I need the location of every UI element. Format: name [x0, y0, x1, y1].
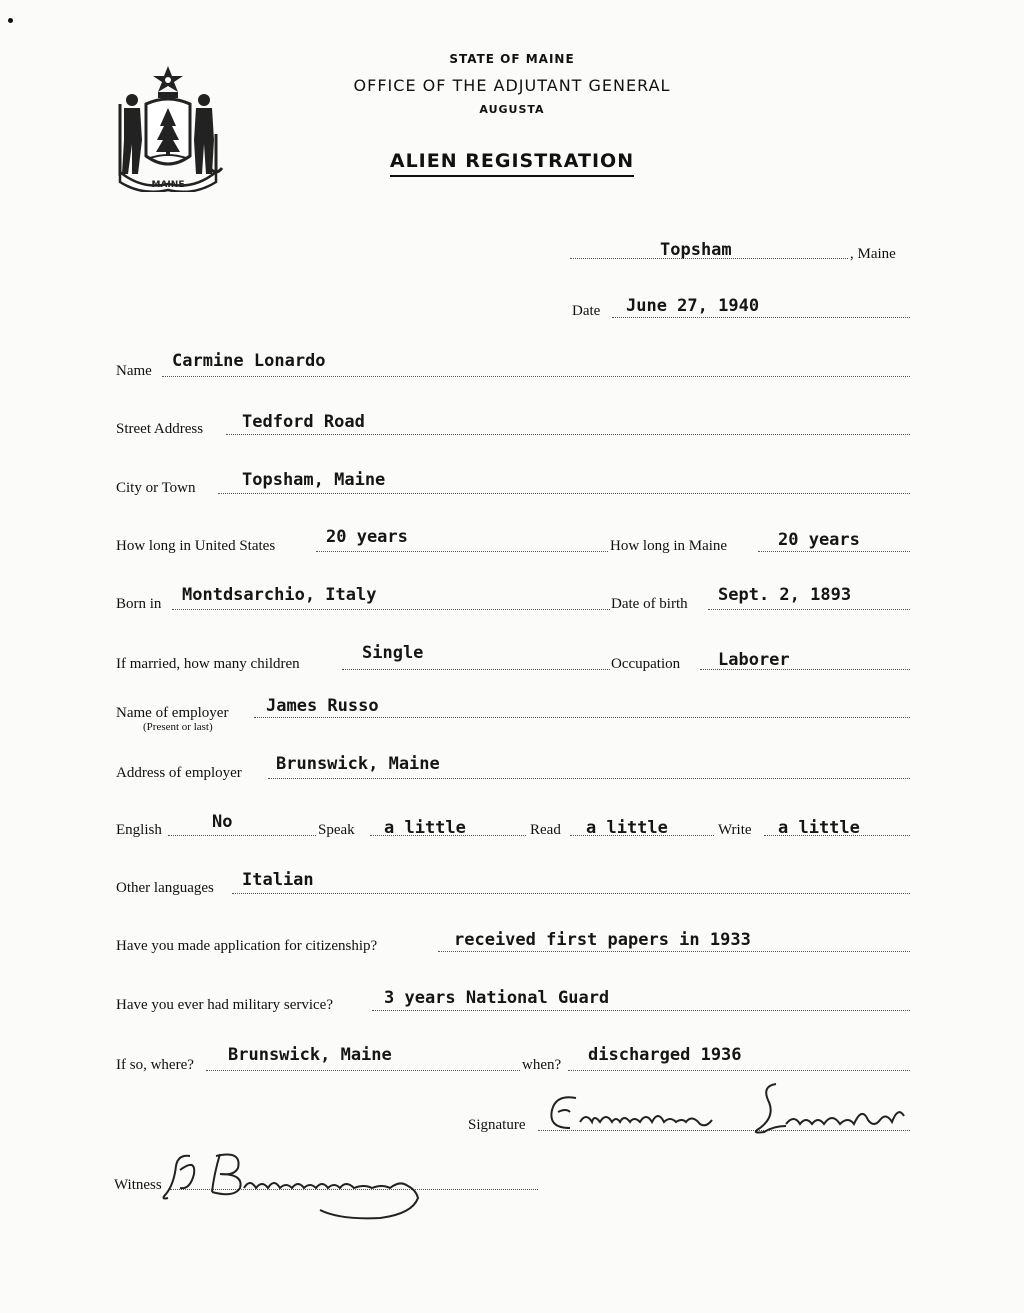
english-label: English: [116, 822, 162, 838]
place-suffix: , Maine: [850, 246, 896, 262]
english-line: [168, 835, 316, 836]
when-label: when?: [522, 1057, 562, 1073]
maine-long-label: How long in Maine: [610, 538, 728, 554]
write-label: Write: [718, 822, 752, 838]
where-label: If so, where?: [116, 1057, 194, 1073]
date-label: Date: [572, 303, 601, 319]
when-value: discharged 1936: [588, 1045, 742, 1065]
where-value: Brunswick, Maine: [228, 1045, 392, 1065]
city-value: Topsham, Maine: [242, 470, 386, 490]
speak-value: a little: [384, 818, 466, 838]
maine-long-line: [758, 551, 910, 552]
dob-value: Sept. 2, 1893: [718, 585, 852, 605]
stray-mark: [8, 18, 13, 23]
street-value: Tedford Road: [242, 412, 365, 432]
citizenship-label: Have you made application for citizenship?: [116, 938, 378, 954]
street-label: Street Address: [116, 421, 204, 437]
header-city: AUGUSTA: [479, 103, 545, 116]
witness-handwriting: [150, 1144, 440, 1224]
employer-address-line: [268, 778, 910, 779]
write-value: a little: [778, 818, 860, 838]
other-languages-label: Other languages: [116, 880, 214, 896]
header-office: OFFICE OF THE ADJUTANT GENERAL: [353, 76, 671, 95]
city-line: [218, 493, 910, 494]
maine-long-value: 20 years: [778, 530, 860, 550]
dob-line: [708, 609, 910, 610]
us-long-value: 20 years: [326, 527, 408, 547]
speak-label: Speak: [318, 822, 355, 838]
name-line: [162, 376, 910, 377]
employer-address-label: Address of employer: [116, 765, 242, 781]
born-line: [172, 609, 610, 610]
military-value: 3 years National Guard: [384, 988, 610, 1008]
children-value: Single: [362, 643, 424, 663]
employer-note: (Present or last): [143, 721, 213, 733]
occupation-label: Occupation: [611, 656, 681, 672]
read-value: a little: [586, 818, 668, 838]
date-value: June 27, 1940: [626, 296, 760, 316]
children-line: [342, 669, 610, 670]
form-title: ALIEN REGISTRATION: [0, 150, 1024, 172]
seal-scroll-text: MAINE: [151, 180, 185, 190]
employer-value: James Russo: [266, 696, 379, 716]
children-label: If married, how many children: [116, 656, 300, 672]
other-languages-line: [232, 893, 910, 894]
signature-handwriting: [536, 1076, 916, 1146]
name-label: Name: [116, 363, 152, 379]
employer-address-value: Brunswick, Maine: [276, 754, 440, 774]
other-languages-value: Italian: [242, 870, 314, 890]
us-long-line: [316, 551, 608, 552]
read-label: Read: [530, 822, 561, 838]
place-value: Topsham: [660, 240, 732, 260]
where-line: [206, 1070, 520, 1071]
signature-label: Signature: [468, 1117, 526, 1133]
header-state: STATE OF MAINE: [449, 52, 575, 66]
witness-label: Witness: [114, 1177, 162, 1193]
employer-label: Name of employer: [116, 705, 229, 721]
us-long-label: How long in United States: [116, 538, 276, 554]
military-line: [372, 1010, 910, 1011]
date-line: [612, 317, 910, 318]
street-line: [226, 434, 910, 435]
employer-line: [254, 717, 910, 718]
dob-label: Date of birth: [611, 596, 688, 612]
citizenship-value: received first papers in 1933: [454, 930, 751, 950]
name-value: Carmine Lonardo: [172, 351, 326, 371]
born-label: Born in: [116, 596, 162, 612]
english-value: No: [212, 812, 233, 832]
military-label: Have you ever had military service?: [116, 997, 333, 1013]
city-label: City or Town: [116, 480, 196, 496]
born-value: Montdsarchio, Italy: [182, 585, 377, 605]
occupation-value: Laborer: [718, 650, 790, 670]
citizenship-line: [438, 951, 910, 952]
when-line: [568, 1070, 910, 1071]
